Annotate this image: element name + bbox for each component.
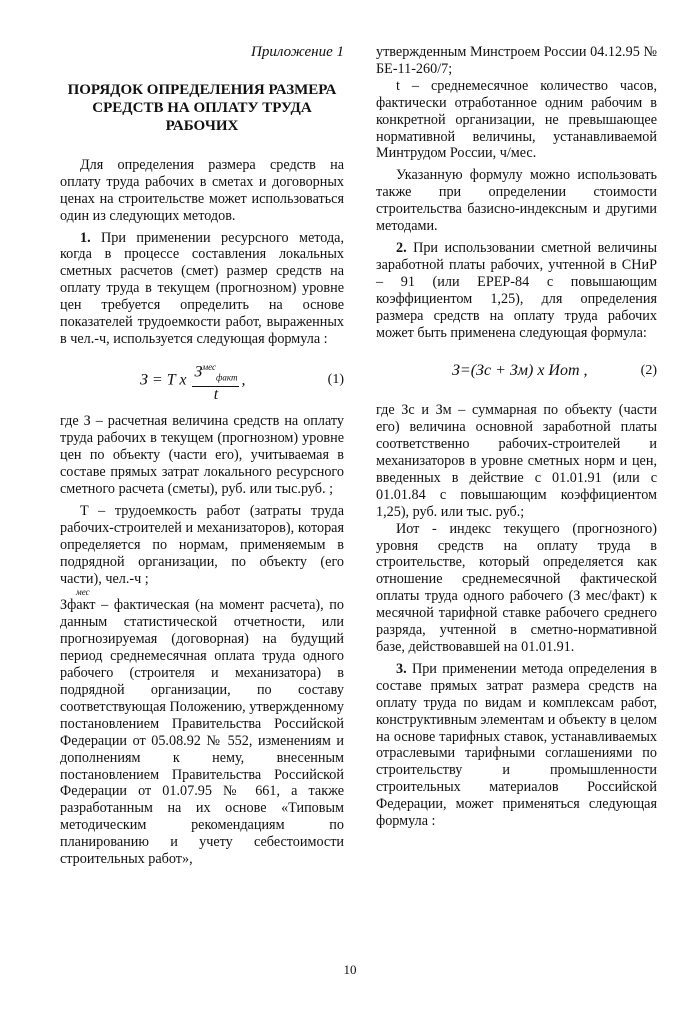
definition-Z: Зфакт – фактическая (на момент расчета), по данным статистической отчетности, или прогнозируемая (договорная) на будущий период среднемесячная оплата труда одного рабочего (строителя и механизатора) в подрядной организации, по составу соответствующая Положению, утвержденному постановлением Правительства Российской Федерации от 05.08.92 № 552, изменениям и дополнениям к нему, внесенным постановлением Правительства Российской Федерации от 01.07.95 № 661, а также разработанным на их основе «Типовым методическим рекомендациям по планированию и учету себестоимости строительных работ», [60,597,344,868]
note-paragraph: Указанную формулу можно использовать также при определении стоимости строительства базисно-индексным и другими методами. [376,167,657,235]
left-column [60,44,344,868]
definition-t: t – среднемесячное количество часов, фактически отработанное одним рабочим в конкретной организации, не превышающее нормативной величины, устанавливаемой Минтрудом России, ч/мес. [376,77,657,162]
method-3-number: 3. [396,660,407,677]
formula-1-lhs: З = T x [140,371,187,389]
method-1-number: 1. [80,229,91,246]
formula-1-sup: мес [202,361,216,372]
appendix-label: Приложение 1 [251,44,344,60]
formula-1-tail: , [241,371,246,389]
formula-1 [60,358,344,404]
formula-2 [376,363,657,380]
document-title: ПОРЯДОК ОПРЕДЕЛЕНИЯ РАЗМЕРА СРЕДСТВ НА ОПЛАТУ ТРУДА РАБОЧИХ [67,81,337,134]
formula-2-expression: З=(Зс + Зм) x Иот , [452,362,588,380]
method-2-number: 2. [396,239,407,256]
definition-Z-superscript: мес [76,587,90,598]
formula-1-label: (1) [327,372,344,388]
method-1-paragraph [60,230,344,348]
where-2-paragraph: где Зс и Зм – суммарная по объекту (части его) величина основной заработной платы соответственно рабочих-строителей и механизаторов в уровне сметных норм и цен, введенных в действие с 01.01.91 (или с 01.01.84 с повышающим коэффициентом 1,25), руб. или тыс. руб.; [376,402,657,520]
right-column [376,44,657,830]
formula-1-denominator: t [213,386,219,404]
page-number: 10 [343,962,357,977]
method-3-paragraph [376,661,657,830]
method-1-text: При применении ресурсного метода, когда в процессе составления локальных сметных расчетов (смет) размер средств на оплату труда в текущем (прогнозном) уровне цен требуется определить на основе показателей трудоемкости работ, выраженных в чел.-ч, используется следующая формула : [60,229,345,347]
continuation-text: утвержденным Минстроем России 04.12.95 № БЕ-11-260/7; [376,44,657,77]
formula-2-label: (2) [640,363,657,379]
where-1-paragraph: где З – расчетная величина средств на оплату труда рабочих в текущем (прогнозном) уровне цен по объекту (части его), учитываемая в составе прямых затрат локального ресурсного сметного расчета (сметы), руб. или тыс.руб. ; [60,413,344,498]
definition-I: Иот - индекс текущего (прогнозного) уровня средств на оплату труда в строительстве, который определяется как отношение среднемесячной фактической оплаты труда одного рабочего (З мес/факт) к месячной тарифной ставке рабочего среднего разряда, учтенной в сметно-нормативной базе, действовавшей на 01.01.91. [376,520,657,655]
intro-paragraph: Для определения размера средств на оплату труда рабочих в сметах и договорных ценах на строительстве может использоваться один из следующих методов. [60,156,344,224]
method-2-paragraph [376,240,657,341]
method-2-text: При использовании сметной величины заработной платы рабочих, учтенной в СНиР – 91 (или ЕРЕР-84 с повышающим коэффициентом 1,25), для определения размера средств на оплату труда рабочих может быть применена следующая формула: [376,239,658,341]
formula-1-numerator: З [194,363,203,381]
formula-1-fraction [192,358,239,404]
definition-T: T – трудоемкость работ (затраты труда рабочих-строителей и механизаторов), которая определяется по нормам, применяемым в подрядной организации, по объекту (его части), чел.-ч ; [60,502,344,587]
formula-1-sub: факт [215,372,238,383]
method-3-text: При применении метода определения в составе прямых затрат размера средств на оплату труда по видам и комплексам работ, конструктивным элементам и объекту в целом на основе тарифных ставок, устанавливаемых отраслевыми тарифными соглашениями по строительству и промышленности строительных материалов Российской Федерации, может применяться следующая формула : [376,660,657,830]
